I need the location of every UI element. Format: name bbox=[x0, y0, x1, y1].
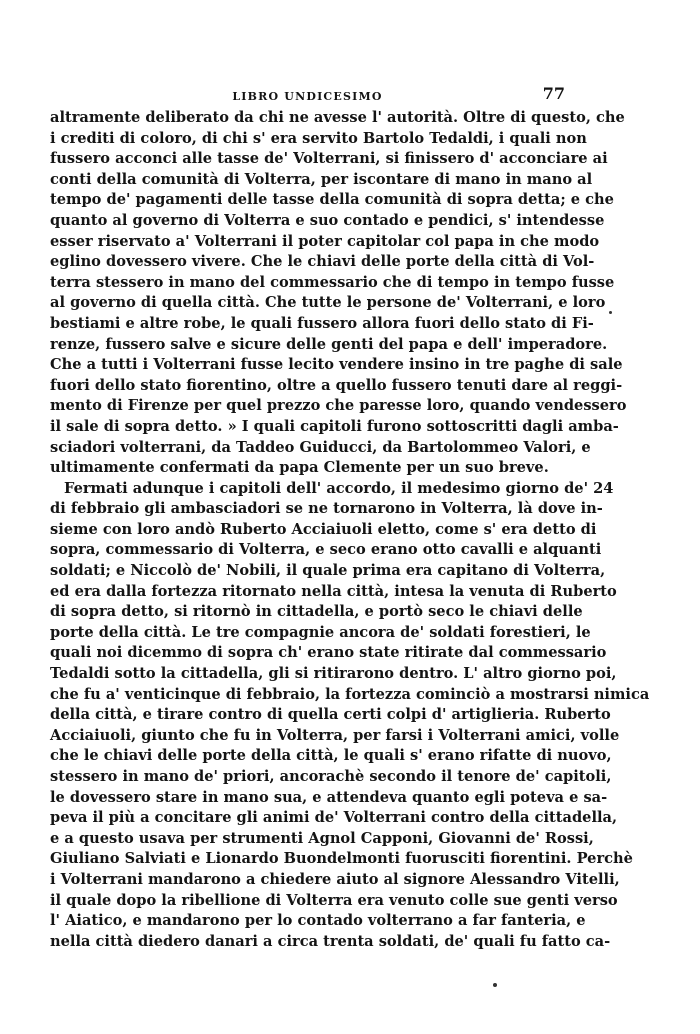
text-line: che le chiavi delle porte della città, le quali s' erano rifatte di nuovo, bbox=[50, 747, 612, 765]
text-line: al governo di quella città. Che tutte le persone de' Volterrani, e loro bbox=[50, 294, 606, 312]
text-line: porte della città. Le tre compagnie ancora de' soldati forestieri, le bbox=[50, 623, 591, 641]
text-line: il sale di sopra detto. » I quali capitoli furono sottoscritti dagli amba- bbox=[50, 417, 619, 435]
text-line: quali noi dicemmo di sopra ch' erano state ritirate dal commessario bbox=[50, 644, 607, 662]
text-line: sieme con loro andò Ruberto Acciaiuoli eletto, come s' era detto di bbox=[50, 520, 597, 538]
page-number: 77 bbox=[542, 84, 565, 103]
text-line: altramente deliberato da chi ne avesse l' autorità. Oltre di questo, che bbox=[50, 109, 625, 126]
margin-speck bbox=[609, 311, 612, 314]
text-line: della città, e tirare contro di quella certi colpi d' artiglieria. Ruberto bbox=[50, 706, 611, 724]
text-line: sopra, commessario di Volterra, e seco erano otto cavalli e alquanti bbox=[50, 541, 602, 559]
text-line: di sopra detto, si ritornò in cittadella, e portò seco le chiavi delle bbox=[50, 603, 583, 621]
running-title: LIBRO UNDICESIMO bbox=[232, 90, 383, 103]
text-line: sciadori volterrani, da Taddeo Guiducci, da Bartolommeo Valori, e bbox=[50, 438, 591, 456]
text-line: bestiami e altre robe, le quali fussero allora fuori dello stato di Fi- bbox=[50, 314, 594, 332]
text-line: le dovessero stare in mano sua, e attendeva quanto egli poteva e sa- bbox=[50, 788, 608, 806]
text-line: nella città diedero danari a circa trenta soldati, de' quali fu fatto ca- bbox=[50, 932, 611, 950]
text-line: Giuliano Salviati e Lionardo Buondelmonti fuorusciti fiorentini. Perchè bbox=[50, 850, 633, 868]
text-line: terra stessero in mano del commessario che di tempo in tempo fusse bbox=[50, 273, 615, 291]
text-line: eglino dovessero vivere. Che le chiavi delle porte della città di Vol- bbox=[50, 253, 595, 271]
text-line: conti della comunità di Volterra, per iscontare di mano in mano al bbox=[50, 170, 593, 188]
body-text bbox=[50, 108, 650, 952]
text-line: stessero in mano de' priori, ancorachè secondo il tenore de' capitoli, bbox=[50, 768, 612, 785]
paragraph-first-line: Fermati adunque i capitoli dell' accordo, il medesimo giorno de' 24 bbox=[64, 479, 614, 497]
text-line: Acciaiuoli, giunto che fu in Volterra, per farsi i Volterrani amici, volle bbox=[50, 726, 620, 744]
text-line: esser riservato a' Volterrani il poter capitolar col papa in che modo bbox=[50, 232, 600, 250]
text-line: che fu a' venticinque di febbraio, la fortezza cominciò a mostrarsi nimica bbox=[50, 685, 650, 703]
text-line: Che a tutti i Volterrani fusse lecito vendere insino in tre paghe di sale bbox=[50, 356, 623, 374]
text-line: tempo de' pagamenti delle tasse della comunità di sopra detta; e che bbox=[50, 191, 614, 209]
text-line: e a questo usava per strumenti Agnol Capponi, Giovanni de' Rossi, bbox=[50, 829, 594, 847]
text-line: il quale dopo la ribellione di Volterra era venuto colle sue genti verso bbox=[50, 891, 618, 909]
text-line: ed era dalla fortezza ritornato nella città, intesa la venuta di Ruberto bbox=[50, 582, 617, 600]
paragraph-last-line: ultimamente confermati da papa Clemente per un suo breve. bbox=[50, 459, 549, 477]
text-line: i crediti di coloro, di chi s' era servito Bartolo Tedaldi, i quali non bbox=[50, 129, 587, 147]
margin-speck bbox=[493, 983, 497, 987]
text-line: i Volterrani mandarono a chiedere aiuto al signore Alessandro Vitelli, bbox=[50, 870, 620, 888]
text-line: soldati; e Niccolò de' Nobili, il quale prima era capitano di Volterra, bbox=[50, 562, 606, 580]
text-line: di febbraio gli ambasciadori se ne tornarono in Volterra, là dove in- bbox=[50, 500, 603, 518]
text-line: peva il più a concitare gli animi de' Volterrani contro della cittadella, bbox=[50, 809, 618, 827]
text-line: renze, fussero salve e sicure delle genti del papa e dell' imperadore. bbox=[50, 335, 608, 353]
running-header bbox=[50, 84, 565, 106]
text-line: fuori dello stato fiorentino, oltre a quello fussero tenuti dare al reggi- bbox=[50, 376, 623, 394]
text-line: quanto al governo di Volterra e suo contado e pendici, s' intendesse bbox=[50, 211, 605, 229]
text-line: fussero acconci alle tasse de' Volterrani, si finissero d' acconciare ai bbox=[50, 150, 608, 168]
text-line: l' Aiatico, e mandarono per lo contado volterrano a far fanteria, e bbox=[50, 912, 586, 930]
text-line: Tedaldi sotto la cittadella, gli si ritirarono dentro. L' altro giorno poi, bbox=[50, 665, 617, 683]
text-line: mento di Firenze per quel prezzo che paresse loro, quando vendessero bbox=[50, 397, 627, 415]
